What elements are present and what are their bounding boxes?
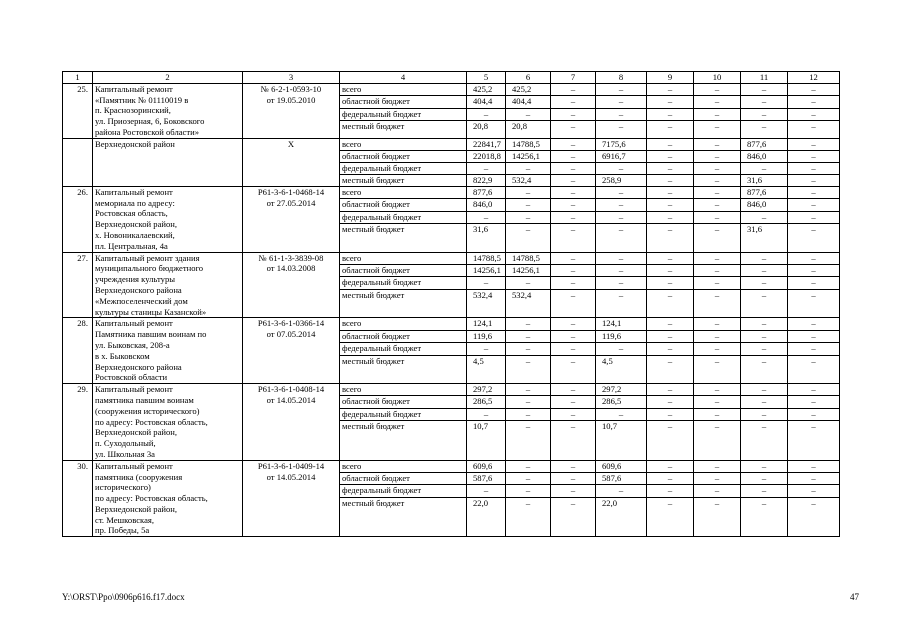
value-cell: – (788, 396, 840, 408)
value-cell: – (647, 199, 694, 211)
value-cell: – (596, 186, 647, 198)
budget-source-label: местный бюджет (340, 121, 467, 139)
value-cell: – (596, 96, 647, 108)
value-cell: 7175,6 (596, 138, 647, 150)
value-cell: – (506, 330, 551, 342)
value-cell: – (647, 108, 694, 120)
value-cell: – (506, 199, 551, 211)
value-cell: – (694, 343, 741, 355)
value-cell: – (551, 384, 596, 396)
value-cell: – (694, 108, 741, 120)
value-cell: 119,6 (596, 330, 647, 342)
object-name: Капитальный ремонт Памятника павшим воинам по ул. Быковская, 208-а в х. Быковском Верхнедонского района Ростовской области (93, 318, 243, 384)
value-cell: – (506, 355, 551, 384)
value-cell: – (596, 289, 647, 318)
value-cell: 609,6 (596, 460, 647, 472)
value-cell: – (551, 343, 596, 355)
value-cell: – (694, 83, 741, 95)
object-name: Капитальный ремонт памятника (сооружения исторического) по адресу: Ростовская область, Верхнедонской район, ст. Мешковская, пр. Победы, 5а (93, 460, 243, 537)
budget-source-label: областной бюджет (340, 330, 467, 342)
object-name: Капитальный ремонт памятника павшим воинам (сооружения исторического) по адресу: Ростовская область, Верхнедонской район, п. Суходольный, ул. Школьная 3а (93, 384, 243, 461)
value-cell: – (467, 277, 506, 289)
value-cell: – (694, 396, 741, 408)
footer-file-path: Y:\ORST\Ppo\0906p616.f17.docx (62, 592, 185, 602)
value-cell: – (741, 408, 788, 420)
value-cell: – (596, 121, 647, 139)
budget-source-label: федеральный бюджет (340, 485, 467, 497)
document-code: Х (243, 138, 340, 186)
value-cell: – (694, 384, 741, 396)
value-cell: 124,1 (467, 318, 506, 330)
value-cell: – (506, 162, 551, 174)
header-cell: 11 (741, 72, 788, 84)
item-number: 25. (63, 83, 93, 138)
value-cell: 119,6 (467, 330, 506, 342)
header-cell: 3 (243, 72, 340, 84)
table-row (63, 83, 840, 95)
value-cell: – (551, 277, 596, 289)
value-cell: 286,5 (467, 396, 506, 408)
value-cell: – (647, 224, 694, 253)
value-cell: 31,6 (741, 224, 788, 253)
value-cell: – (741, 355, 788, 384)
value-cell: 4,5 (467, 355, 506, 384)
budget-source-label: всего (340, 460, 467, 472)
value-cell: – (596, 162, 647, 174)
document-code: Р61-3-6-1-0409-14 от 14.05.2014 (243, 460, 340, 537)
value-cell: – (551, 138, 596, 150)
value-cell: 14788,5 (506, 138, 551, 150)
object-name: Капитальный ремонт здания муниципального бюджетного учреждения культуры Верхнедонского района «Межпоселенческий дом культуры станицы Казанской» (93, 252, 243, 318)
value-cell: 846,0 (467, 199, 506, 211)
item-number: 29. (63, 384, 93, 461)
value-cell: – (467, 408, 506, 420)
table-row (63, 460, 840, 472)
budget-source-label: федеральный бюджет (340, 162, 467, 174)
value-cell: – (694, 224, 741, 253)
value-cell: 297,2 (467, 384, 506, 396)
value-cell: – (694, 460, 741, 472)
table-row (63, 252, 840, 264)
value-cell: – (694, 318, 741, 330)
value-cell: 877,6 (741, 186, 788, 198)
value-cell: – (551, 199, 596, 211)
value-cell: – (596, 224, 647, 253)
table-row (63, 318, 840, 330)
value-cell: – (506, 277, 551, 289)
value-cell: – (788, 150, 840, 162)
value-cell: – (741, 96, 788, 108)
value-cell: 846,0 (741, 199, 788, 211)
header-cell: 9 (647, 72, 694, 84)
budget-source-label: федеральный бюджет (340, 343, 467, 355)
value-cell: – (788, 408, 840, 420)
value-cell: 14788,5 (506, 252, 551, 264)
value-cell: – (741, 318, 788, 330)
budget-source-label: всего (340, 318, 467, 330)
value-cell: – (694, 121, 741, 139)
budget-source-label: местный бюджет (340, 289, 467, 318)
value-cell: – (788, 384, 840, 396)
value-cell: 22,0 (596, 497, 647, 537)
value-cell: 286,5 (596, 396, 647, 408)
header-row (63, 72, 840, 84)
value-cell: – (596, 252, 647, 264)
value-cell: – (788, 460, 840, 472)
value-cell: – (506, 343, 551, 355)
budget-source-label: местный бюджет (340, 421, 467, 461)
object-name: Верхнедонской район (93, 138, 243, 186)
value-cell: 14256,1 (506, 264, 551, 276)
budget-source-label: областной бюджет (340, 150, 467, 162)
value-cell: – (694, 277, 741, 289)
budget-source-label: всего (340, 83, 467, 95)
value-cell: – (694, 96, 741, 108)
value-cell: 425,2 (506, 83, 551, 95)
document-code: Р61-3-6-1-0408-14 от 14.05.2014 (243, 384, 340, 461)
value-cell: – (788, 224, 840, 253)
value-cell: – (788, 252, 840, 264)
header-cell: 5 (467, 72, 506, 84)
item-number: 30. (63, 460, 93, 537)
value-cell: – (647, 150, 694, 162)
value-cell: – (741, 252, 788, 264)
value-cell: – (647, 138, 694, 150)
value-cell: 124,1 (596, 318, 647, 330)
value-cell: – (467, 485, 506, 497)
value-cell: – (506, 497, 551, 537)
value-cell: – (551, 186, 596, 198)
table-row (63, 138, 840, 150)
budget-source-label: федеральный бюджет (340, 108, 467, 120)
value-cell: – (741, 421, 788, 461)
value-cell: 20,8 (506, 121, 551, 139)
value-cell: – (551, 96, 596, 108)
value-cell: – (551, 211, 596, 223)
value-cell: – (694, 421, 741, 461)
value-cell: – (506, 473, 551, 485)
value-cell: – (741, 211, 788, 223)
item-number: 28. (63, 318, 93, 384)
value-cell: – (694, 252, 741, 264)
value-cell: – (551, 252, 596, 264)
value-cell: – (596, 199, 647, 211)
budget-source-label: местный бюджет (340, 224, 467, 253)
header-cell: 6 (506, 72, 551, 84)
value-cell: 532,4 (506, 174, 551, 186)
value-cell: – (596, 83, 647, 95)
budget-source-label: федеральный бюджет (340, 408, 467, 420)
value-cell: – (506, 460, 551, 472)
value-cell: 14256,1 (506, 150, 551, 162)
value-cell: – (694, 162, 741, 174)
value-cell: – (694, 199, 741, 211)
value-cell: – (788, 330, 840, 342)
value-cell: – (506, 211, 551, 223)
budget-source-label: всего (340, 252, 467, 264)
value-cell: – (551, 289, 596, 318)
value-cell: – (506, 396, 551, 408)
value-cell: – (788, 211, 840, 223)
value-cell: – (647, 384, 694, 396)
value-cell: – (596, 408, 647, 420)
value-cell: – (741, 108, 788, 120)
budget-source-label: всего (340, 384, 467, 396)
value-cell: – (596, 108, 647, 120)
value-cell: – (551, 396, 596, 408)
table-row (63, 384, 840, 396)
value-cell: – (741, 485, 788, 497)
budget-source-label: областной бюджет (340, 199, 467, 211)
value-cell: – (788, 138, 840, 150)
value-cell: 877,6 (467, 186, 506, 198)
item-number: 27. (63, 252, 93, 318)
value-cell: – (647, 211, 694, 223)
value-cell: 22841,7 (467, 138, 506, 150)
value-cell: – (741, 497, 788, 537)
value-cell: – (551, 318, 596, 330)
value-cell: – (788, 108, 840, 120)
value-cell: 532,4 (506, 289, 551, 318)
value-cell: 297,2 (596, 384, 647, 396)
table-body (63, 83, 840, 536)
budget-source-label: областной бюджет (340, 473, 467, 485)
value-cell: – (647, 408, 694, 420)
item-number (63, 138, 93, 186)
header-cell: 10 (694, 72, 741, 84)
value-cell: – (741, 330, 788, 342)
value-cell: – (551, 174, 596, 186)
value-cell: – (788, 343, 840, 355)
budget-source-label: областной бюджет (340, 264, 467, 276)
value-cell: – (551, 460, 596, 472)
value-cell: – (596, 264, 647, 276)
value-cell: – (551, 264, 596, 276)
header-cell: 8 (596, 72, 647, 84)
value-cell: – (596, 485, 647, 497)
value-cell: – (647, 421, 694, 461)
value-cell: – (788, 83, 840, 95)
budget-source-label: областной бюджет (340, 96, 467, 108)
document-code: Р61-3-6-1-0468-14 от 27.05.2014 (243, 186, 340, 252)
budget-source-label: федеральный бюджет (340, 277, 467, 289)
value-cell: – (551, 330, 596, 342)
value-cell: – (647, 289, 694, 318)
value-cell: – (788, 174, 840, 186)
value-cell: 22,0 (467, 497, 506, 537)
value-cell: – (647, 473, 694, 485)
value-cell: – (694, 138, 741, 150)
value-cell: 404,4 (467, 96, 506, 108)
value-cell: – (506, 318, 551, 330)
value-cell: – (788, 497, 840, 537)
value-cell: – (741, 289, 788, 318)
value-cell: – (788, 318, 840, 330)
value-cell: – (506, 408, 551, 420)
value-cell: – (647, 485, 694, 497)
value-cell: – (596, 277, 647, 289)
value-cell: – (551, 408, 596, 420)
value-cell: – (647, 460, 694, 472)
value-cell: – (741, 162, 788, 174)
value-cell: – (741, 121, 788, 139)
object-name: Капитальный ремонт мемориала по адресу: Ростовская область, Верхнедонской район, х. Новоникалаевский, пл. Центральная, 4а (93, 186, 243, 252)
value-cell: – (551, 497, 596, 537)
value-cell: 609,6 (467, 460, 506, 472)
value-cell: 587,6 (596, 473, 647, 485)
value-cell: – (788, 186, 840, 198)
value-cell: – (788, 121, 840, 139)
value-cell: – (788, 96, 840, 108)
value-cell: – (788, 264, 840, 276)
value-cell: – (694, 408, 741, 420)
object-name: Капитальный ремонт «Памятник № 01110019 в п. Краснозоринский, ул. Приозерная, 6, Боковского района Ростовской области» (93, 83, 243, 138)
value-cell: – (788, 277, 840, 289)
value-cell: – (647, 355, 694, 384)
value-cell: – (788, 162, 840, 174)
value-cell: – (741, 460, 788, 472)
value-cell: – (647, 343, 694, 355)
value-cell: – (694, 211, 741, 223)
header-cell: 4 (340, 72, 467, 84)
value-cell: 877,6 (741, 138, 788, 150)
value-cell: 6916,7 (596, 150, 647, 162)
value-cell: – (596, 211, 647, 223)
value-cell: – (551, 121, 596, 139)
value-cell: – (551, 108, 596, 120)
budget-source-label: местный бюджет (340, 355, 467, 384)
value-cell: – (741, 277, 788, 289)
value-cell: 31,6 (467, 224, 506, 253)
value-cell: 14788,5 (467, 252, 506, 264)
table-row (63, 186, 840, 198)
document-code: № 61-1-3-3839-08 от 14.03.2008 (243, 252, 340, 318)
value-cell: 587,6 (467, 473, 506, 485)
value-cell: – (647, 396, 694, 408)
value-cell: – (596, 343, 647, 355)
value-cell: – (788, 289, 840, 318)
value-cell: – (647, 174, 694, 186)
value-cell: – (694, 174, 741, 186)
value-cell: – (647, 96, 694, 108)
value-cell: 10,7 (467, 421, 506, 461)
value-cell: – (694, 186, 741, 198)
value-cell: – (741, 384, 788, 396)
value-cell: 404,4 (506, 96, 551, 108)
value-cell: – (551, 83, 596, 95)
value-cell: – (647, 83, 694, 95)
value-cell: – (551, 473, 596, 485)
program-table (62, 71, 840, 537)
value-cell: 258,9 (596, 174, 647, 186)
budget-source-label: местный бюджет (340, 497, 467, 537)
value-cell: – (647, 121, 694, 139)
value-cell: – (694, 330, 741, 342)
value-cell: – (741, 396, 788, 408)
header-cell: 7 (551, 72, 596, 84)
value-cell: – (506, 485, 551, 497)
value-cell: – (741, 264, 788, 276)
value-cell: – (647, 497, 694, 537)
value-cell: – (647, 264, 694, 276)
value-cell: – (694, 473, 741, 485)
budget-source-label: всего (340, 186, 467, 198)
value-cell: – (551, 485, 596, 497)
value-cell: – (694, 264, 741, 276)
value-cell: 22018,8 (467, 150, 506, 162)
value-cell: – (788, 355, 840, 384)
value-cell: – (788, 199, 840, 211)
budget-source-label: всего (340, 138, 467, 150)
value-cell: – (467, 211, 506, 223)
value-cell: – (741, 343, 788, 355)
value-cell: – (506, 384, 551, 396)
value-cell: – (694, 355, 741, 384)
value-cell: – (647, 318, 694, 330)
value-cell: – (694, 289, 741, 318)
value-cell: 425,2 (467, 83, 506, 95)
value-cell: – (506, 108, 551, 120)
budget-source-label: федеральный бюджет (340, 211, 467, 223)
document-code: № 6-2-1-0593-10 от 19.05.2010 (243, 83, 340, 138)
value-cell: – (467, 162, 506, 174)
value-cell: 14256,1 (467, 264, 506, 276)
item-number: 26. (63, 186, 93, 252)
value-cell: – (647, 330, 694, 342)
value-cell: – (647, 186, 694, 198)
value-cell: – (467, 108, 506, 120)
value-cell: – (506, 186, 551, 198)
header-cell: 2 (93, 72, 243, 84)
value-cell: – (551, 162, 596, 174)
header-cell: 1 (63, 72, 93, 84)
document-code: Р61-3-6-1-0366-14 от 07.05.2014 (243, 318, 340, 384)
value-cell: 532,4 (467, 289, 506, 318)
footer-page-number: 47 (850, 592, 859, 602)
value-cell: 4,5 (596, 355, 647, 384)
value-cell: – (467, 343, 506, 355)
budget-source-label: областной бюджет (340, 396, 467, 408)
value-cell: – (506, 421, 551, 461)
value-cell: 10,7 (596, 421, 647, 461)
value-cell: – (647, 252, 694, 264)
value-cell: – (647, 277, 694, 289)
budget-source-label: местный бюджет (340, 174, 467, 186)
value-cell: – (506, 224, 551, 253)
value-cell: – (694, 485, 741, 497)
value-cell: – (741, 473, 788, 485)
value-cell: – (741, 83, 788, 95)
value-cell: 846,0 (741, 150, 788, 162)
value-cell: – (788, 421, 840, 461)
value-cell: – (788, 485, 840, 497)
value-cell: 20,8 (467, 121, 506, 139)
value-cell: – (551, 421, 596, 461)
value-cell: – (694, 497, 741, 537)
value-cell: – (647, 162, 694, 174)
value-cell: – (551, 224, 596, 253)
value-cell: – (551, 150, 596, 162)
value-cell: 822,9 (467, 174, 506, 186)
value-cell: – (788, 473, 840, 485)
value-cell: 31,6 (741, 174, 788, 186)
value-cell: – (694, 150, 741, 162)
header-cell: 12 (788, 72, 840, 84)
value-cell: – (551, 355, 596, 384)
